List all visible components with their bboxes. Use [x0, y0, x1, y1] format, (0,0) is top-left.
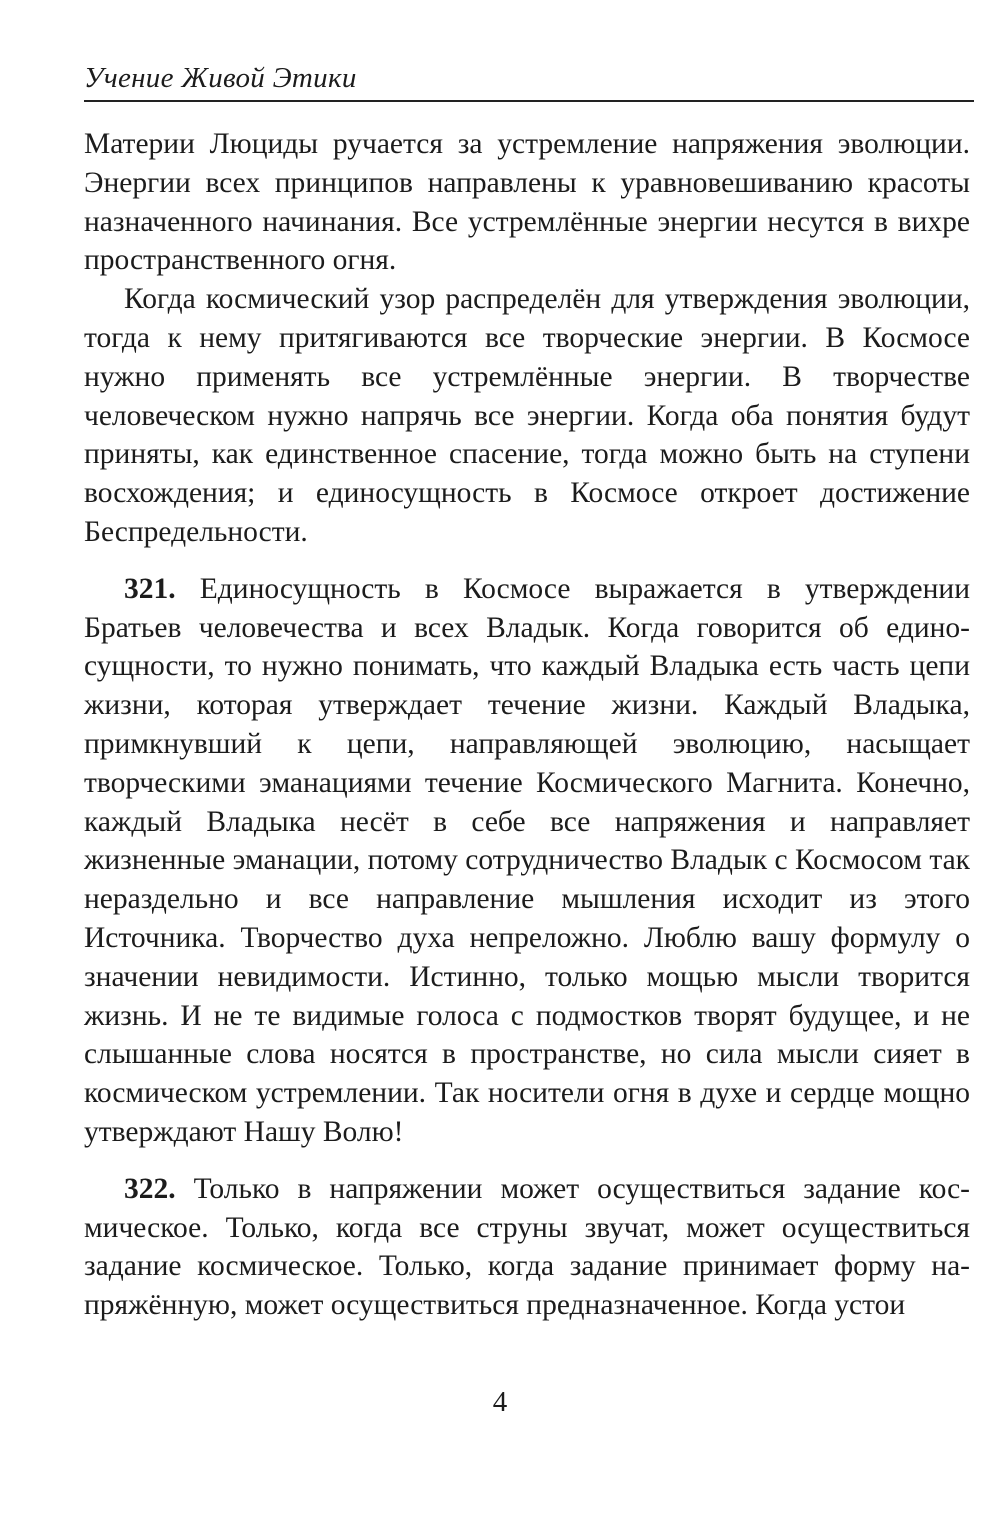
page-number: 4 [492, 1386, 508, 1418]
paragraph-cosmic-pattern: Когда космический узор распределён для утверждения эволюции, тогда к нему притягиваются все творческие энергии. В Космосе нужно применять все устремлённые энергии. В творчестве человеческом нужно напрячь все энергии. Когда оба понятия будут приняты, как единственное спасение, тогда можно быть на ступени восхождения; и единосущность в Космосе откроет достижение Беспредельности. [84, 283, 970, 548]
header-divider [84, 100, 974, 102]
paragraph-continuation: Материи Люциды ручается за устремление напряжения эволюции. Энергии всех принципов направлены к уравновешиванию красоты назначенного начинания. Все устремлённые энергии несутся в вихре пространственного огня. [84, 128, 970, 277]
running-header-title: Учение Живой Этики [84, 62, 357, 94]
section-text: Единосущность в Космосе выражается в утверждении Братьев человечества и всех Владык. Когда говорится об единосущности, то нужно понимать, что каждый Владыка есть часть цепи жизни, которая утверждает течение жизни. Каждый Владыка, примкнувший к цепи, направляющей эволюцию, насыщает творческими эманациями течение Космического Магнита. Конечно, каждый Владыка несёт в себе все напряжения и направляет жизненные эманации, потому сотрудничество Владык с Космосом так нераздельно и все направление мышления исходит из этого Источника. Творчество духа непреложно. Люблю вашу формулу о значении невидимости. Истинно, только мощью мысли творится жизнь. И не те видимые голоса с подмостков творят будущее, и не слышанные слова носятся в пространстве, но сила мысли сияет в космическом устремлении. Так носители огня в духе и сердце мощно утверждают Нашу Волю! [84, 572, 970, 1148]
body-text [84, 125, 970, 1325]
section-number: 321. [124, 572, 176, 605]
section-321 [84, 570, 970, 1152]
section-number: 322. [124, 1172, 176, 1205]
section-322 [84, 1170, 970, 1325]
section-text: Только в напряжении может осуществиться задание космическое. Только, когда все струны звучат, может осуществиться задание космическое. Только, когда задание принимает форму напряжённую, может осуществиться предназначенное. Когда устои [84, 1172, 970, 1322]
